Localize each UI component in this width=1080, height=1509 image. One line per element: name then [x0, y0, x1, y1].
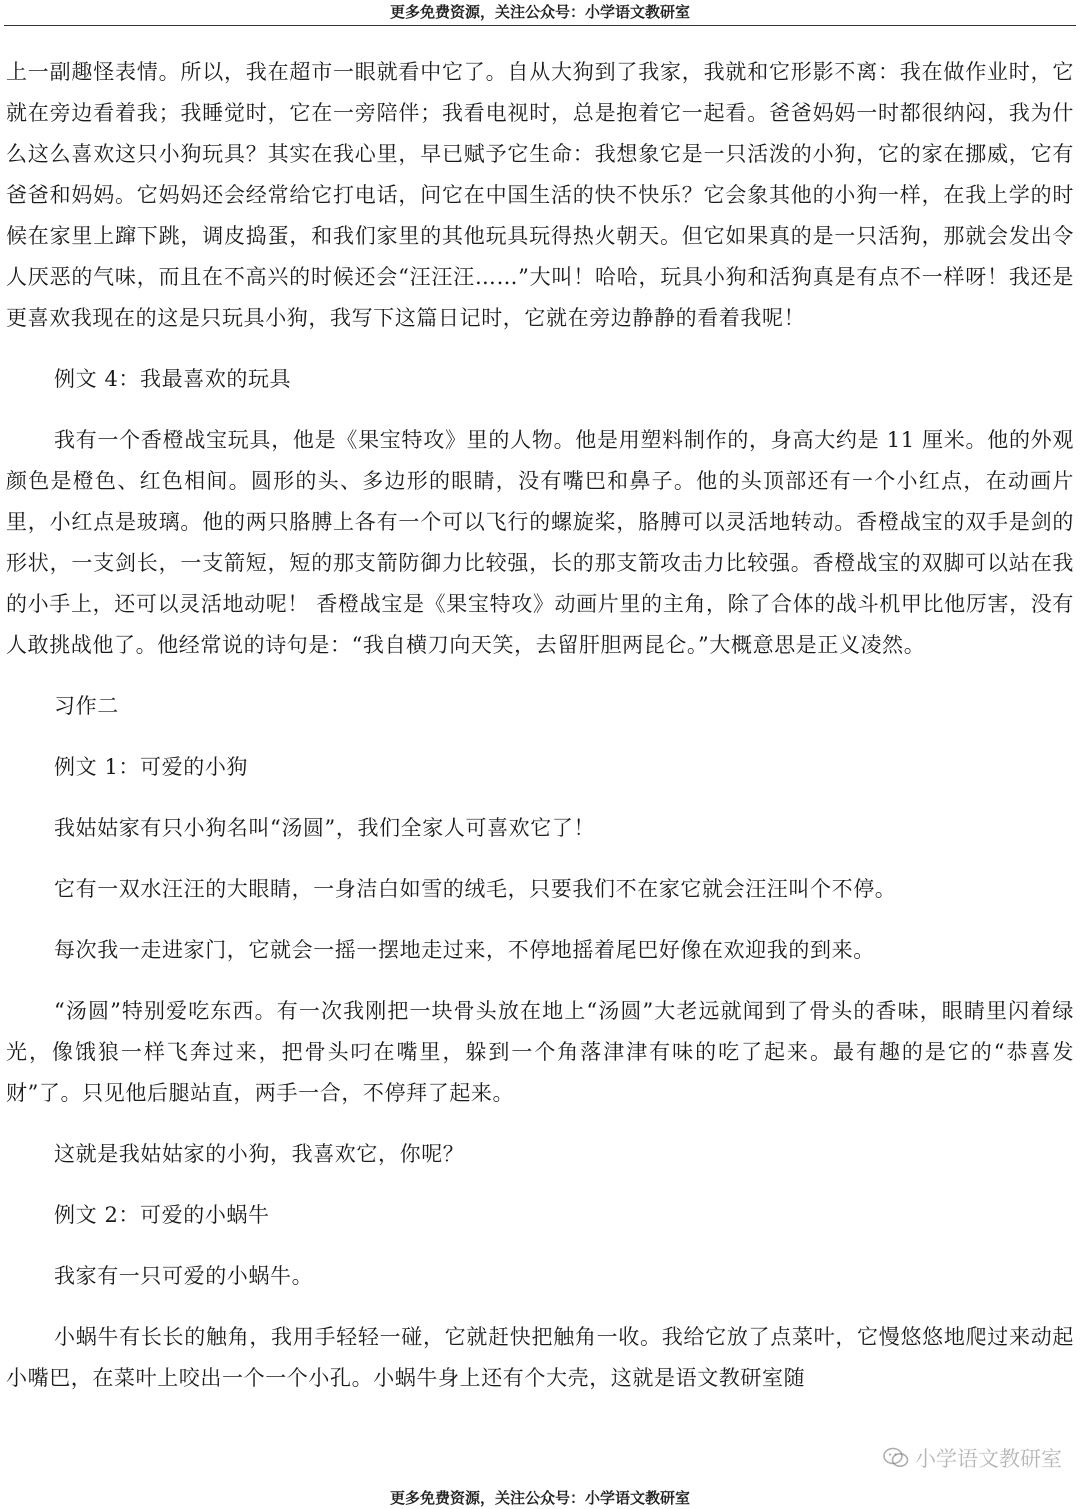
- paragraph-snail-body: 小蜗牛有长长的触角，我用手轻轻一碰，它就赶快把触角一收。我给它放了点菜叶，它慢悠悠地爬过来动起小嘴巴，在菜叶上咬出一个一个小孔。小蜗牛身上还有个大壳，这就是语文教研室随: [6, 1325, 1074, 1390]
- paragraph-dog-end: 这就是我姑姑家的小狗，我喜欢它，你呢？: [54, 1142, 465, 1166]
- watermark: [883, 1443, 1062, 1473]
- paragraph-toy: 我有一个香橙战宝玩具，他是《果宝特攻》里的人物。他是用塑料制作的，身高大约是 11 厘米。他的外观颜色是橙色、红色相间。圆形的头、多边形的眼睛，没有嘴巴和鼻子。他的头顶部还有一个小红点，在动画片里，小红点是玻璃。他的两只胳膊上各有一个可以飞行的螺旋桨，胳膊可以灵活地转动。香橙战宝的双手是剑的形状，一支剑长，一支箭短，短的那支箭防御力比较强，长的那支箭攻击力比较强。香橙战宝的双脚可以站在我的小手上，还可以灵活地动呢！ 香橙战宝是《果宝特攻》动画片里的主角，除了合体的战斗机甲比他厉害，没有人敢挑战他了。他经常说的诗句是：“我自横刀向天笑，去留肝胆两昆仑。”大概意思是正义凌然。: [6, 428, 1074, 657]
- header-divider: [4, 25, 1076, 26]
- paragraph-dog-eating: “汤圆”特别爱吃东西。有一次我刚把一块骨头放在地上“汤圆”大老远就闻到了骨头的香味，眼睛里闪着绿光，像饿狼一样飞奔过来，把骨头叼在嘴里，躲到一个角落津津有味的吃了起来。最有趣的是它的“恭喜发财”了。只见他后腿站直，两手一合，不停拜了起来。: [6, 999, 1074, 1105]
- paragraph-dog-welcome: 每次我一走进家门，它就会一摇一摆地走过来，不停地摇着尾巴好像在欢迎我的到来。: [54, 938, 875, 962]
- essay-title-2: 例文 2：可爱的小蜗牛: [54, 1203, 270, 1227]
- paragraph-dog-looks: 它有一双水汪汪的大眼睛，一身洁白如雪的绒毛，只要我们不在家它就会汪汪叫个不停。: [54, 877, 897, 901]
- page-footer: 更多免费资源，关注公众号：小学语文教研室: [389, 1489, 690, 1507]
- paragraph-continuation: 上一副趣怪表情。所以，我在超市一眼就看中它了。自从大狗到了我家，我就和它形影不离：我在做作业时，它就在旁边看着我；我睡觉时，它在一旁陪伴；我看电视时，总是抱着它一起看。爸爸妈妈一时都很纳闷，我为什么这么喜欢这只小狗玩具？其实在我心里，早已赋予它生命：我想象它是一只活泼的小狗，它的家在挪威，它有爸爸和妈妈。它妈妈还会经常给它打电话，问它在中国生活的快不快乐？它会象其他的小狗一样，在我上学的时候在家里上蹿下跳，调皮捣蛋，和我们家里的其他玩具玩得热火朝天。但它如果真的是一只活狗，那就会发出令人厌恶的气味，而且在不高兴的时候还会“汪汪汪……”大叫！哈哈，玩具小狗和活狗真是有点不一样呀！我还是更喜欢我现在的这是只玩具小狗，我写下这篇日记时，它就在旁边静静的看着我呢！: [6, 60, 1074, 330]
- paragraph-snail-intro: 我家有一只可爱的小蜗牛。: [54, 1264, 314, 1288]
- wechat-icon: [883, 1447, 909, 1469]
- page-header: 更多免费资源，关注公众号：小学语文教研室: [389, 3, 690, 21]
- section-title: 习作二: [54, 694, 119, 718]
- essay-title-4: 例文 4：我最喜欢的玩具: [54, 367, 292, 391]
- watermark-text: 小学语文教研室: [915, 1447, 1062, 1471]
- essay-title-1: 例文 1：可爱的小狗: [54, 755, 249, 779]
- paragraph-dog-intro: 我姑姑家有只小狗名叫“汤圆”，我们全家人可喜欢它了！: [54, 816, 596, 840]
- document-body: [6, 52, 1074, 1399]
